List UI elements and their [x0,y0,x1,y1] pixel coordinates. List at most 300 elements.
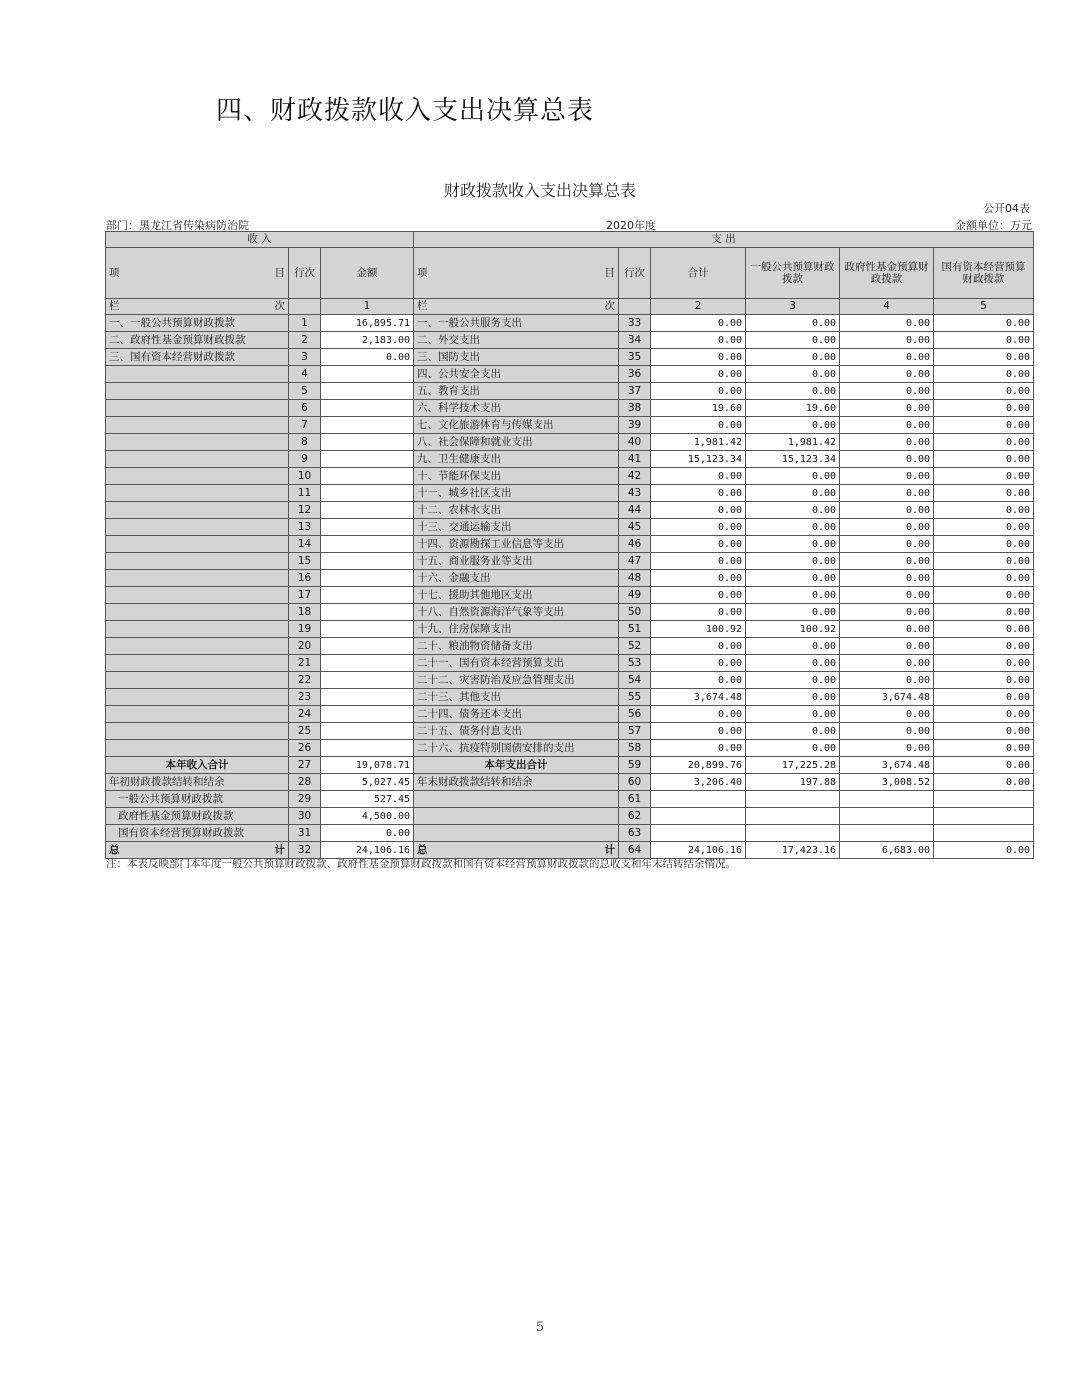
item-right-label: 目 [274,267,285,279]
expense-fund: 0.00 [840,536,934,553]
expense-soe: 0.00 [934,689,1034,706]
income-item-name [106,536,289,553]
expense-item-name: 七、文化旅游体育与传媒支出 [414,417,619,434]
grand-ex-right: 计 [604,843,616,856]
expense-row-no: 52 [619,638,651,655]
expense-general: 0.00 [746,502,840,519]
expense-soe: 0.00 [934,502,1034,519]
expense-general: 0.00 [746,723,840,740]
table-row [106,417,1034,434]
income-amount [321,638,414,655]
expense-fund: 0.00 [840,519,934,536]
table-row [106,723,1034,740]
expense-total: 0.00 [651,519,746,536]
income-row-no: 6 [289,400,321,417]
carry-soe-amount: 0.00 [321,825,414,842]
expense-fund: 0.00 [840,621,934,638]
carry-out-fund: 3,008.52 [840,774,934,791]
expense-total: 1,981.42 [651,434,746,451]
item-left-label: 项 [417,267,428,279]
expense-general: 0.00 [746,587,840,604]
expense-general: 100.92 [746,621,840,638]
expense-total: 0.00 [651,740,746,757]
expense-row-no: 35 [619,349,651,366]
income-amount [321,553,414,570]
expense-fund: 0.00 [840,434,934,451]
income-item-name [106,502,289,519]
expense-general: 0.00 [746,383,840,400]
expense-row-no: 45 [619,519,651,536]
income-amount [321,672,414,689]
expense-soe: 0.00 [934,740,1034,757]
expense-row-no: 51 [619,621,651,638]
expense-total-fund: 3,674.48 [840,757,934,774]
expense-total: 0.00 [651,536,746,553]
expense-total: 0.00 [651,604,746,621]
income-amount [321,723,414,740]
income-amount: 0.00 [321,349,414,366]
expense-soe: 0.00 [934,434,1034,451]
col-index-1: 1 [321,299,414,315]
expense-soe: 0.00 [934,587,1034,604]
expense-row-no: 47 [619,553,651,570]
table-row [106,689,1034,706]
expense-general: 19.60 [746,400,840,417]
income-item-name: 一、一般公共预算财政拨款 [106,315,289,332]
table-row [106,468,1034,485]
header-index-row [106,299,1034,315]
empty-cell [746,808,840,825]
income-row-no: 22 [289,672,321,689]
expense-soe: 0.00 [934,723,1034,740]
income-item-name [106,723,289,740]
expense-total: 0.00 [651,587,746,604]
empty-cell [619,299,651,315]
carry-out-soe: 0.00 [934,774,1034,791]
expense-soe: 0.00 [934,553,1034,570]
income-amount [321,451,414,468]
carry-in-label: 年初财政拨款结转和结余 [106,774,289,791]
expense-row-no: 46 [619,536,651,553]
income-item-name [106,604,289,621]
expense-total: 0.00 [651,366,746,383]
expense-total: 0.00 [651,638,746,655]
income-item-name [106,434,289,451]
income-amount [321,434,414,451]
expense-total: 0.00 [651,315,746,332]
table-row [106,553,1034,570]
expense-soe: 0.00 [934,332,1034,349]
table-code: 公开04表 [983,202,1030,215]
expense-item-name: 六、科学技术支出 [414,400,619,417]
expense-general: 0.00 [746,485,840,502]
grand-income-no: 32 [289,842,321,859]
table-row [106,570,1034,587]
page-number: 5 [535,1320,545,1335]
income-item-name [106,519,289,536]
income-row-no: 20 [289,638,321,655]
expense-row-no: 38 [619,400,651,417]
expense-row-no: 37 [619,383,651,400]
expense-total: 100.92 [651,621,746,638]
carry-soe-label: 国有资本经营预算财政拨款 [106,825,289,842]
empty-cell [934,791,1034,808]
expense-fund: 0.00 [840,315,934,332]
income-row-no: 8 [289,434,321,451]
expense-item-name: 十四、资源勘探工业信息等支出 [414,536,619,553]
col-index-5: 5 [934,299,1034,315]
carry-soe-row [106,825,1034,842]
income-row-no: 21 [289,655,321,672]
expense-fund: 0.00 [840,502,934,519]
expense-fund: 0.00 [840,672,934,689]
table-row [106,502,1034,519]
income-row-no: 7 [289,417,321,434]
col-right-label: 次 [274,300,285,312]
expense-total-sum: 20,899.76 [651,757,746,774]
expense-item-name: 十六、金融支出 [414,570,619,587]
expense-row-no: 57 [619,723,651,740]
expense-general: 0.00 [746,689,840,706]
expense-fund: 0.00 [840,706,934,723]
income-rowno-header: 行次 [289,248,321,299]
expense-item-name: 二十四、债务还本支出 [414,706,619,723]
expense-rowno-header: 行次 [619,248,651,299]
expense-total: 0.00 [651,485,746,502]
expense-total: 0.00 [651,655,746,672]
expense-item-name: 十八、自然资源海洋气象等支出 [414,604,619,621]
expense-fund: 0.00 [840,740,934,757]
expense-fund: 3,674.48 [840,689,934,706]
income-item-name [106,366,289,383]
header-group-row [106,232,1034,248]
expense-general: 0.00 [746,332,840,349]
income-item-name [106,587,289,604]
income-row-no: 24 [289,706,321,723]
empty-cell [746,791,840,808]
expense-general: 1,981.42 [746,434,840,451]
expense-row-no: 40 [619,434,651,451]
expense-general: 0.00 [746,706,840,723]
expense-general: 0.00 [746,536,840,553]
income-amount-header: 金额 [321,248,414,299]
expense-general: 0.00 [746,553,840,570]
expense-row-no: 58 [619,740,651,757]
income-amount [321,536,414,553]
carry-in-amount: 5,027.45 [321,774,414,791]
income-amount: 16,895.71 [321,315,414,332]
expense-soe: 0.00 [934,315,1034,332]
expense-total: 0.00 [651,570,746,587]
expense-item-name: 十七、援助其他地区支出 [414,587,619,604]
income-item-name [106,553,289,570]
expense-item-name: 十、节能环保支出 [414,468,619,485]
expense-general: 0.00 [746,570,840,587]
table-title: 财政拨款收入支出决算总表 [443,181,636,200]
expense-general: 0.00 [746,468,840,485]
expense-soe: 0.00 [934,366,1034,383]
grand-expense-no: 64 [619,842,651,859]
expense-soe: 0.00 [934,638,1034,655]
income-row-no: 18 [289,604,321,621]
expense-item-name: 五、教育支出 [414,383,619,400]
income-row-no: 15 [289,553,321,570]
expense-fund: 0.00 [840,570,934,587]
carry-soe-ex-no: 63 [619,825,651,842]
year-label: 2020年度 [606,219,656,232]
expense-item-name: 二十一、国有资本经营预算支出 [414,655,619,672]
expense-general: 0.00 [746,672,840,689]
income-amount [321,366,414,383]
expense-total-label: 本年支出合计 [414,757,619,774]
income-item-header [106,248,289,299]
expense-fund: 0.00 [840,417,934,434]
income-row-no: 14 [289,536,321,553]
expense-total: 3,674.48 [651,689,746,706]
table-row [106,400,1034,417]
expense-general: 0.00 [746,638,840,655]
table-row [106,366,1034,383]
expense-soe: 0.00 [934,570,1034,587]
expense-fund: 0.00 [840,604,934,621]
empty-cell [651,791,746,808]
income-item-name [106,689,289,706]
empty-cell [651,808,746,825]
empty-cell [651,825,746,842]
income-amount [321,400,414,417]
header-column-row [106,248,1034,299]
expense-col-index [414,299,619,315]
table-row [106,332,1034,349]
carry-fund-amount: 4,500.00 [321,808,414,825]
income-row-no: 3 [289,349,321,366]
expense-soe: 0.00 [934,706,1034,723]
income-row-no: 10 [289,468,321,485]
report-table [105,231,1034,859]
expense-item-name: 二十五、债务付息支出 [414,723,619,740]
expense-total: 0.00 [651,383,746,400]
carry-fund-ex-no: 62 [619,808,651,825]
expense-item-name: 三、国防支出 [414,349,619,366]
col-left-label: 栏 [109,300,120,312]
table-row [106,315,1034,332]
expense-item-name: 十三、交通运输支出 [414,519,619,536]
income-item-name [106,672,289,689]
expense-soe: 0.00 [934,655,1034,672]
grand-income-amount: 24,106.16 [321,842,414,859]
income-row-no: 5 [289,383,321,400]
expense-row-no: 48 [619,570,651,587]
income-item-name [106,740,289,757]
col-index-4: 4 [840,299,934,315]
grand-total-fund: 6,683.00 [840,842,934,859]
table-row [106,383,1034,400]
expense-total: 0.00 [651,417,746,434]
table-row [106,621,1034,638]
income-row-no: 2 [289,332,321,349]
income-row-no: 11 [289,485,321,502]
expense-item-name: 四、公共安全支出 [414,366,619,383]
income-amount [321,570,414,587]
expense-item-name: 二十三、其他支出 [414,689,619,706]
income-row-no: 23 [289,689,321,706]
unit-label: 金额单位：万元 [955,219,1032,232]
empty-cell [840,808,934,825]
expense-row-no: 50 [619,604,651,621]
table-row [106,740,1034,757]
total-header: 合计 [651,248,746,299]
expense-soe: 0.00 [934,468,1034,485]
expense-item-header [414,248,619,299]
expense-fund: 0.00 [840,723,934,740]
expense-row-no: 55 [619,689,651,706]
table-row [106,672,1034,689]
expense-group-header: 支 出 [414,232,1034,248]
table-note: 注：本表反映部门本年度一般公共预算财政拨款、政府性基金预算财政拨款和国有资本经营预算财政拨款的总收支和年末结转结余情况。 [106,858,736,870]
meta-row [106,217,1032,231]
income-amount [321,621,414,638]
fund-header: 政府性基金预算财政拨款 [840,248,934,299]
income-row-no: 25 [289,723,321,740]
expense-soe: 0.00 [934,451,1034,468]
expense-total: 0.00 [651,502,746,519]
income-row-no: 16 [289,570,321,587]
grand-total-general: 17,423.16 [746,842,840,859]
expense-general: 0.00 [746,740,840,757]
expense-general: 0.00 [746,655,840,672]
income-item-name [106,655,289,672]
expense-fund: 0.00 [840,383,934,400]
expense-item-name: 二十二、灾害防治及应急管理支出 [414,672,619,689]
income-item-name: 二、政府性基金预算财政拨款 [106,332,289,349]
expense-soe: 0.00 [934,485,1034,502]
empty-cell [746,825,840,842]
income-amount [321,468,414,485]
expense-total: 0.00 [651,468,746,485]
income-row-no: 13 [289,519,321,536]
expense-row-no: 36 [619,366,651,383]
expense-item-name: 二十、粮油物资储备支出 [414,638,619,655]
expense-soe: 0.00 [934,536,1034,553]
income-total-amount: 19,078.71 [321,757,414,774]
carry-general-no: 29 [289,791,321,808]
col-left-label: 栏 [417,300,428,312]
expense-fund: 0.00 [840,468,934,485]
income-amount [321,604,414,621]
carry-out-sum: 3,206.40 [651,774,746,791]
income-amount [321,485,414,502]
income-item-name: 三、国有资本经营财政拨款 [106,349,289,366]
income-amount [321,417,414,434]
carry-out-general: 197.88 [746,774,840,791]
income-item-name [106,706,289,723]
empty-cell [934,825,1034,842]
income-item-name [106,400,289,417]
carry-general-row [106,791,1034,808]
expense-item-name: 八、社会保障和就业支出 [414,434,619,451]
annual-total-row [106,757,1034,774]
carry-in-no: 28 [289,774,321,791]
table-row [106,536,1034,553]
expense-item-name: 十一、城乡社区支出 [414,485,619,502]
expense-soe: 0.00 [934,349,1034,366]
grand-right: 计 [274,843,285,856]
expense-row-no: 42 [619,468,651,485]
expense-general: 0.00 [746,604,840,621]
income-amount [321,502,414,519]
empty-cell [840,791,934,808]
table-row [106,349,1034,366]
expense-fund: 0.00 [840,451,934,468]
carry-general-label: 一般公共预算财政拨款 [106,791,289,808]
expense-item-name: 二、外交支出 [414,332,619,349]
income-group-header: 收 入 [106,232,414,248]
expense-total: 0.00 [651,349,746,366]
expense-soe: 0.00 [934,672,1034,689]
expense-general: 0.00 [746,417,840,434]
expense-soe: 0.00 [934,621,1034,638]
empty-cell [934,808,1034,825]
table-row [106,434,1034,451]
expense-total: 0.00 [651,723,746,740]
expense-fund: 0.00 [840,553,934,570]
income-amount [321,689,414,706]
summary-body [106,757,1034,859]
expense-soe: 0.00 [934,417,1034,434]
income-row-no: 26 [289,740,321,757]
expense-total-general: 17,225.28 [746,757,840,774]
expense-soe: 0.00 [934,519,1034,536]
expense-item-name: 二十六、抗疫特别国债安排的支出 [414,740,619,757]
income-amount [321,655,414,672]
income-item-name [106,485,289,502]
expense-item-name: 一、一般公共服务支出 [414,315,619,332]
income-item-name [106,621,289,638]
expense-general: 0.00 [746,315,840,332]
income-row-no: 1 [289,315,321,332]
carry-general-ex-no: 61 [619,791,651,808]
col-index-3: 3 [746,299,840,315]
expense-soe: 0.00 [934,400,1034,417]
table-row [106,638,1034,655]
income-row-no: 17 [289,587,321,604]
income-col-index [106,299,289,315]
income-amount: 2,183.00 [321,332,414,349]
income-row-no: 19 [289,621,321,638]
col-right-label: 次 [604,300,616,312]
expense-row-no: 53 [619,655,651,672]
empty-cell [289,299,321,315]
expense-fund: 0.00 [840,366,934,383]
expense-general: 15,123.34 [746,451,840,468]
expense-row-no: 43 [619,485,651,502]
table-row [106,519,1034,536]
income-amount [321,706,414,723]
carry-out-label: 年末财政拨款结转和结余 [414,774,619,791]
department-label: 部门：黑龙江省传染病防治院 [106,219,249,232]
empty-cell [414,791,619,808]
expense-general: 0.00 [746,519,840,536]
expense-row-no: 39 [619,417,651,434]
carry-fund-no: 30 [289,808,321,825]
income-item-name [106,383,289,400]
carryover-row [106,774,1034,791]
expense-general: 0.00 [746,366,840,383]
expense-general: 0.00 [746,349,840,366]
expense-row-no: 34 [619,332,651,349]
income-item-name [106,451,289,468]
expense-row-no: 44 [619,502,651,519]
